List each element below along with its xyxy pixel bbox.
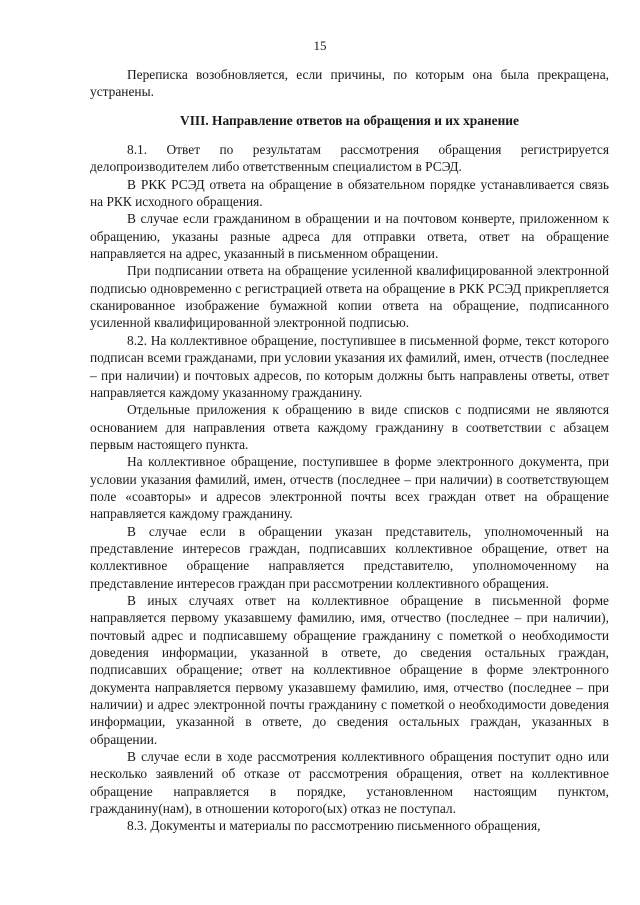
paragraph-electronic-collective: На коллективное обращение, поступившее в форме электронного документа, при условии указания фамилий, имен, отчеств (последнее – при наличии) в соответствующем поле «соавторы» и адресов электронной почты всех граждан ответ на обращение направляется каждому гражданину. — [90, 454, 609, 522]
paragraph-8-1: 8.1. Ответ по результатам рассмотрения обращения регистрируется делопроизводителем либо ответственным специалистом в РСЭД. — [90, 142, 609, 175]
page-number: 15 — [313, 38, 327, 53]
paragraph-8-3: 8.3. Документы и материалы по рассмотрению письменного обращения, — [127, 818, 541, 834]
paragraph-8-2: 8.2. На коллективное обращение, поступившее в письменной форме, текст которого подписан всеми гражданами, при условии указания их фамилий, имен, отчеств (последнее – при наличии) и почтовых адресов, по которым должны быть направлены ответы, ответ направляется каждому указанному гражданину. — [90, 332, 609, 400]
paragraph-attachments: Отдельные приложения к обращению в виде списков с подписями не являются основанием для направления ответа каждому гражданину в соответствии с абзацем первым настоящего пункта. — [90, 402, 609, 452]
paragraph-different-addresses: В случае если гражданином в обращении и на почтовом конверте, приложенном к обращению, указаны разные адреса для отправки ответа, ответ на обращение направляется на адрес, указанный в письменном обращении. — [90, 211, 609, 262]
paragraph-other-cases: В иных случаях ответ на коллективное обращение в письменной форме направляется первому указавшему фамилию, имя, отчество (последнее – при наличии), почтовый адрес и подписавшему обращение гражданину с пометкой о необходимости доведения информации, указанной в ответе, до сведения остальных граждан, подписавших обращение; ответ на коллективное обращение в форме электронного документа направляется первому указавшему фамилию, имя, отчество (последнее – при наличии) и адрес электронной почты гражданину с пометкой о необходимости доведения информации, указанной в ответе, до сведения остальных граждан, указанных в обращении. — [90, 592, 609, 747]
paragraph-representative: В случае если в обращении указан представитель, уполномоченный на представление интересов граждан, подписавших коллективное обращение, ответ на коллективное обращение направляется представителю, уполномоченному на представление интересов граждан при рассмотрении коллективного обращения. — [90, 523, 609, 591]
document-body — [90, 66, 609, 835]
intro-paragraph: Переписка возобновляется, если причины, по которым она была прекращена, устранены. — [90, 67, 609, 100]
paragraph-refusal: В случае если в ходе рассмотрения коллективного обращения поступит одно или несколько заявлений об отказе от рассмотрения обращения, ответ на коллективное обращение направляется в порядке, установленном настоящим пунктом, гражданину(нам), в отношении которого(ых) отказ не поступал. — [90, 749, 609, 817]
paragraph-electronic-signature: При подписании ответа на обращение усиленной квалифицированной электронной подписью одновременно с регистрацией ответа на обращение в РКК РСЭД прикрепляется сканированное изображение бумажной копии ответа на обращение, подписанного усиленной квалифицированной электронной подписью. — [90, 263, 609, 331]
paragraph-rkk-link: В РКК РСЭД ответа на обращение в обязательном порядке устанавливается связь на РКК исходного обращения. — [90, 176, 609, 210]
section-heading: VIII. Направление ответов на обращения и их хранение — [180, 112, 519, 128]
